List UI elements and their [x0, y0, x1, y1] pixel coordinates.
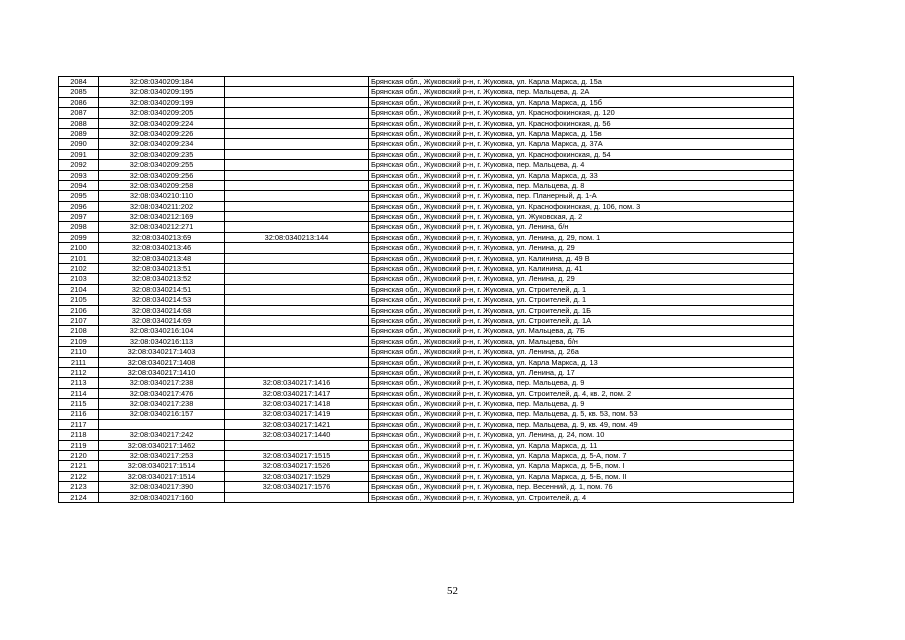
cadastral-number-cell: 32:08:0340217:1514 [99, 471, 225, 481]
row-number-cell: 2123 [59, 482, 99, 492]
row-number-cell: 2111 [59, 357, 99, 367]
related-cadastral-number-cell: 32:08:0340217:1576 [225, 482, 369, 492]
cadastral-number-cell: 32:08:0340213:51 [99, 264, 225, 274]
related-cadastral-number-cell: 32:08:0340213:144 [225, 232, 369, 242]
address-cell: Брянская обл., Жуковский р-н, г. Жуковка, пер. Мальцева, д. 9 [369, 378, 794, 388]
related-cadastral-number-cell [225, 357, 369, 367]
row-number-cell: 2086 [59, 97, 99, 107]
related-cadastral-number-cell [225, 170, 369, 180]
row-number-cell: 2105 [59, 295, 99, 305]
row-number-cell: 2109 [59, 336, 99, 346]
related-cadastral-number-cell [225, 128, 369, 138]
address-cell: Брянская обл., Жуковский р-н, г. Жуковка, пер. Мальцева, д. 9 [369, 399, 794, 409]
cadastral-number-cell: 32:08:0340214:68 [99, 305, 225, 315]
row-number-cell: 2124 [59, 492, 99, 502]
row-number-cell: 2090 [59, 139, 99, 149]
cadastral-number-cell: 32:08:0340209:195 [99, 87, 225, 97]
related-cadastral-number-cell [225, 347, 369, 357]
related-cadastral-number-cell [225, 97, 369, 107]
cadastral-number-cell: 32:08:0340217:160 [99, 492, 225, 502]
cadastral-number-cell: 32:08:0340217:1403 [99, 347, 225, 357]
row-number-cell: 2119 [59, 440, 99, 450]
cadastral-number-cell: 32:08:0340209:224 [99, 118, 225, 128]
related-cadastral-number-cell: 32:08:0340217:1526 [225, 461, 369, 471]
cadastral-number-cell: 32:08:0340213:46 [99, 243, 225, 253]
address-cell: Брянская обл., Жуковский р-н, г. Жуковка, ул. Карла Маркса, д. 15а [369, 77, 794, 87]
table-row [59, 378, 794, 388]
cadastral-number-cell: 32:08:0340212:169 [99, 212, 225, 222]
cadastral-number-cell: 32:08:0340217:238 [99, 378, 225, 388]
row-number-cell: 2101 [59, 253, 99, 263]
row-number-cell: 2122 [59, 471, 99, 481]
address-cell: Брянская обл., Жуковский р-н, г. Жуковка, ул. Строителей, д. 1 [369, 295, 794, 305]
table-row [59, 315, 794, 325]
table-row [59, 451, 794, 461]
table-row [59, 409, 794, 419]
address-cell: Брянская обл., Жуковский р-н, г. Жуковка, пер. Мальцева, д. 4 [369, 160, 794, 170]
table-row [59, 232, 794, 242]
table-row [59, 295, 794, 305]
related-cadastral-number-cell: 32:08:0340217:1440 [225, 430, 369, 440]
table-body [59, 77, 794, 503]
cadastral-number-cell: 32:08:0340209:234 [99, 139, 225, 149]
row-number-cell: 2089 [59, 128, 99, 138]
table-row [59, 87, 794, 97]
address-cell: Брянская обл., Жуковский р-н, г. Жуковка, пер. Весенний, д. 1, пом. 76 [369, 482, 794, 492]
address-cell: Брянская обл., Жуковский р-н, г. Жуковка, ул. Ленина, д. 29 [369, 274, 794, 284]
row-number-cell: 2112 [59, 367, 99, 377]
table-row [59, 201, 794, 211]
address-cell: Брянская обл., Жуковский р-н, г. Жуковка, ул. Краснофокинская, д. 120 [369, 108, 794, 118]
cadastral-number-cell: 32:08:0340217:253 [99, 451, 225, 461]
address-cell: Брянская обл., Жуковский р-н, г. Жуковка, ул. Ленина, д. 17 [369, 367, 794, 377]
table-row [59, 128, 794, 138]
table-row [59, 212, 794, 222]
cadastral-number-cell: 32:08:0340216:157 [99, 409, 225, 419]
related-cadastral-number-cell [225, 77, 369, 87]
related-cadastral-number-cell [225, 492, 369, 502]
table-row [59, 357, 794, 367]
address-cell: Брянская обл., Жуковский р-н, г. Жуковка, ул. Строителей, д. 1А [369, 315, 794, 325]
table-row [59, 274, 794, 284]
address-cell: Брянская обл., Жуковский р-н, г. Жуковка, ул. Карла Маркса, д. 15в [369, 128, 794, 138]
cadastral-number-cell: 32:08:0340214:53 [99, 295, 225, 305]
row-number-cell: 2094 [59, 180, 99, 190]
table-row [59, 139, 794, 149]
table-row [59, 180, 794, 190]
row-number-cell: 2085 [59, 87, 99, 97]
cadastral-number-cell: 32:08:0340213:48 [99, 253, 225, 263]
cadastral-number-cell: 32:08:0340211:202 [99, 201, 225, 211]
address-cell: Брянская обл., Жуковский р-н, г. Жуковка, ул. Карла Маркса, д. 37А [369, 139, 794, 149]
address-cell: Брянская обл., Жуковский р-н, г. Жуковка, ул. Карла Маркса, д. 13 [369, 357, 794, 367]
table-row [59, 461, 794, 471]
cadastral-number-cell: 32:08:0340216:113 [99, 336, 225, 346]
table-row [59, 97, 794, 107]
cadastral-number-cell: 32:08:0340209:199 [99, 97, 225, 107]
row-number-cell: 2106 [59, 305, 99, 315]
related-cadastral-number-cell: 32:08:0340217:1515 [225, 451, 369, 461]
row-number-cell: 2092 [59, 160, 99, 170]
table-row [59, 149, 794, 159]
related-cadastral-number-cell [225, 295, 369, 305]
address-cell: Брянская обл., Жуковский р-н, г. Жуковка, пер. Мальцева, д. 9, кв. 49, пом. 49 [369, 419, 794, 429]
row-number-cell: 2088 [59, 118, 99, 128]
related-cadastral-number-cell: 32:08:0340217:1416 [225, 378, 369, 388]
address-cell: Брянская обл., Жуковский р-н, г. Жуковка, ул. Краснофокинская, д. 54 [369, 149, 794, 159]
related-cadastral-number-cell [225, 253, 369, 263]
address-cell: Брянская обл., Жуковский р-н, г. Жуковка, ул. Калинина, д. 41 [369, 264, 794, 274]
address-cell: Брянская обл., Жуковский р-н, г. Жуковка, ул. Строителей, д. 1Б [369, 305, 794, 315]
cadastral-number-cell: 32:08:0340217:390 [99, 482, 225, 492]
related-cadastral-number-cell [225, 212, 369, 222]
row-number-cell: 2102 [59, 264, 99, 274]
cadastral-number-cell [99, 419, 225, 429]
related-cadastral-number-cell [225, 315, 369, 325]
related-cadastral-number-cell [225, 367, 369, 377]
table-row [59, 388, 794, 398]
row-number-cell: 2096 [59, 201, 99, 211]
cadastral-number-cell: 32:08:0340209:258 [99, 180, 225, 190]
address-cell: Брянская обл., Жуковский р-н, г. Жуковка, ул. Строителей, д. 4, кв. 2, пом. 2 [369, 388, 794, 398]
row-number-cell: 2120 [59, 451, 99, 461]
related-cadastral-number-cell [225, 284, 369, 294]
address-cell: Брянская обл., Жуковский р-н, г. Жуковка, ул. Карла Маркса, д. 5-Б, пом. II [369, 471, 794, 481]
address-cell: Брянская обл., Жуковский р-н, г. Жуковка, ул. Ленина, д. 24, пом. 10 [369, 430, 794, 440]
related-cadastral-number-cell [225, 440, 369, 450]
row-number-cell: 2100 [59, 243, 99, 253]
table-row [59, 492, 794, 502]
row-number-cell: 2110 [59, 347, 99, 357]
cadastral-number-cell: 32:08:0340209:205 [99, 108, 225, 118]
related-cadastral-number-cell [225, 160, 369, 170]
row-number-cell: 2107 [59, 315, 99, 325]
related-cadastral-number-cell [225, 336, 369, 346]
related-cadastral-number-cell [225, 201, 369, 211]
row-number-cell: 2115 [59, 399, 99, 409]
cadastral-number-cell: 32:08:0340210:110 [99, 191, 225, 201]
table-row [59, 191, 794, 201]
address-cell: Брянская обл., Жуковский р-н, г. Жуковка, ул. Карла Маркса, д. 11 [369, 440, 794, 450]
cadastral-number-cell: 32:08:0340209:235 [99, 149, 225, 159]
address-cell: Брянская обл., Жуковский р-н, г. Жуковка, ул. Мальцева, б/н [369, 336, 794, 346]
related-cadastral-number-cell [225, 87, 369, 97]
cadastral-number-cell: 32:08:0340213:69 [99, 232, 225, 242]
cadastral-number-cell: 32:08:0340217:1514 [99, 461, 225, 471]
related-cadastral-number-cell: 32:08:0340217:1421 [225, 419, 369, 429]
row-number-cell: 2116 [59, 409, 99, 419]
address-cell: Брянская обл., Жуковский р-н, г. Жуковка, ул. Ленина, д. 29, пом. 1 [369, 232, 794, 242]
address-cell: Брянская обл., Жуковский р-н, г. Жуковка, ул. Мальцева, д. 7Б [369, 326, 794, 336]
related-cadastral-number-cell [225, 191, 369, 201]
address-cell: Брянская обл., Жуковский р-н, г. Жуковка, ул. Краснофокинская, д. 106, пом. 3 [369, 201, 794, 211]
row-number-cell: 2093 [59, 170, 99, 180]
row-number-cell: 2091 [59, 149, 99, 159]
cadastral-number-cell: 32:08:0340217:476 [99, 388, 225, 398]
table-row [59, 77, 794, 87]
table-row [59, 367, 794, 377]
table-row [59, 264, 794, 274]
related-cadastral-number-cell [225, 243, 369, 253]
row-number-cell: 2117 [59, 419, 99, 429]
table-row [59, 108, 794, 118]
cadastral-number-cell: 32:08:0340214:51 [99, 284, 225, 294]
row-number-cell: 2104 [59, 284, 99, 294]
table-row [59, 118, 794, 128]
address-cell: Брянская обл., Жуковский р-н, г. Жуковка, пер. Планерный, д. 1-А [369, 191, 794, 201]
address-cell: Брянская обл., Жуковский р-н, г. Жуковка, пер. Мальцева, д. 8 [369, 180, 794, 190]
address-cell: Брянская обл., Жуковский р-н, г. Жуковка, ул. Ленина, б/н [369, 222, 794, 232]
cadastral-number-cell: 32:08:0340209:255 [99, 160, 225, 170]
related-cadastral-number-cell [225, 326, 369, 336]
cadastral-number-cell: 32:08:0340209:184 [99, 77, 225, 87]
related-cadastral-number-cell [225, 118, 369, 128]
property-table [58, 76, 794, 503]
table-row [59, 253, 794, 263]
address-cell: Брянская обл., Жуковский р-н, г. Жуковка, пер. Мальцева, д. 2А [369, 87, 794, 97]
row-number-cell: 2099 [59, 232, 99, 242]
related-cadastral-number-cell [225, 139, 369, 149]
table-row [59, 305, 794, 315]
table-row [59, 430, 794, 440]
related-cadastral-number-cell: 32:08:0340217:1418 [225, 399, 369, 409]
table-row [59, 419, 794, 429]
address-cell: Брянская обл., Жуковский р-н, г. Жуковка, ул. Карла Маркса, д. 15б [369, 97, 794, 107]
table-row [59, 471, 794, 481]
related-cadastral-number-cell [225, 305, 369, 315]
table-row [59, 482, 794, 492]
row-number-cell: 2121 [59, 461, 99, 471]
cadastral-number-cell: 32:08:0340217:242 [99, 430, 225, 440]
row-number-cell: 2114 [59, 388, 99, 398]
row-number-cell: 2097 [59, 212, 99, 222]
row-number-cell: 2103 [59, 274, 99, 284]
address-cell: Брянская обл., Жуковский р-н, г. Жуковка, ул. Краснофокинская, д. 56 [369, 118, 794, 128]
address-cell: Брянская обл., Жуковский р-н, г. Жуковка, ул. Карла Маркса, д. 5-А, пом. 7 [369, 451, 794, 461]
cadastral-number-cell: 32:08:0340217:1410 [99, 367, 225, 377]
row-number-cell: 2095 [59, 191, 99, 201]
row-number-cell: 2118 [59, 430, 99, 440]
table-row [59, 336, 794, 346]
related-cadastral-number-cell [225, 149, 369, 159]
address-cell: Брянская обл., Жуковский р-н, г. Жуковка, ул. Ленина, д. 26а [369, 347, 794, 357]
cadastral-number-cell: 32:08:0340214:69 [99, 315, 225, 325]
table-row [59, 440, 794, 450]
related-cadastral-number-cell: 32:08:0340217:1529 [225, 471, 369, 481]
row-number-cell: 2084 [59, 77, 99, 87]
table-row [59, 170, 794, 180]
address-cell: Брянская обл., Жуковский р-н, г. Жуковка, ул. Карла Маркса, д. 33 [369, 170, 794, 180]
cadastral-number-cell: 32:08:0340217:238 [99, 399, 225, 409]
cadastral-number-cell: 32:08:0340217:1462 [99, 440, 225, 450]
table-row [59, 326, 794, 336]
table-row [59, 347, 794, 357]
cadastral-number-cell: 32:08:0340209:226 [99, 128, 225, 138]
table-row [59, 243, 794, 253]
related-cadastral-number-cell: 32:08:0340217:1417 [225, 388, 369, 398]
related-cadastral-number-cell [225, 264, 369, 274]
table-row [59, 284, 794, 294]
address-cell: Брянская обл., Жуковский р-н, г. Жуковка, ул. Строителей, д. 4 [369, 492, 794, 502]
address-cell: Брянская обл., Жуковский р-н, г. Жуковка, ул. Строителей, д. 1 [369, 284, 794, 294]
address-cell: Брянская обл., Жуковский р-н, г. Жуковка, ул. Калинина, д. 49 В [369, 253, 794, 263]
row-number-cell: 2087 [59, 108, 99, 118]
address-cell: Брянская обл., Жуковский р-н, г. Жуковка, ул. Жуковская, д. 2 [369, 212, 794, 222]
table-row [59, 399, 794, 409]
related-cadastral-number-cell [225, 180, 369, 190]
row-number-cell: 2098 [59, 222, 99, 232]
cadastral-number-cell: 32:08:0340212:271 [99, 222, 225, 232]
related-cadastral-number-cell [225, 108, 369, 118]
related-cadastral-number-cell [225, 274, 369, 284]
cadastral-number-cell: 32:08:0340209:256 [99, 170, 225, 180]
related-cadastral-number-cell: 32:08:0340217:1419 [225, 409, 369, 419]
table-row [59, 222, 794, 232]
row-number-cell: 2113 [59, 378, 99, 388]
page-number: 52 [447, 585, 458, 597]
row-number-cell: 2108 [59, 326, 99, 336]
address-cell: Брянская обл., Жуковский р-н, г. Жуковка, пер. Мальцева, д. 5, кв. 53, пом. 53 [369, 409, 794, 419]
cadastral-number-cell: 32:08:0340217:1408 [99, 357, 225, 367]
table-row [59, 160, 794, 170]
address-cell: Брянская обл., Жуковский р-н, г. Жуковка, ул. Карла Маркса, д. 5-Б, пом. I [369, 461, 794, 471]
cadastral-number-cell: 32:08:0340213:52 [99, 274, 225, 284]
address-cell: Брянская обл., Жуковский р-н, г. Жуковка, ул. Ленина, д. 29 [369, 243, 794, 253]
related-cadastral-number-cell [225, 222, 369, 232]
cadastral-number-cell: 32:08:0340216:104 [99, 326, 225, 336]
